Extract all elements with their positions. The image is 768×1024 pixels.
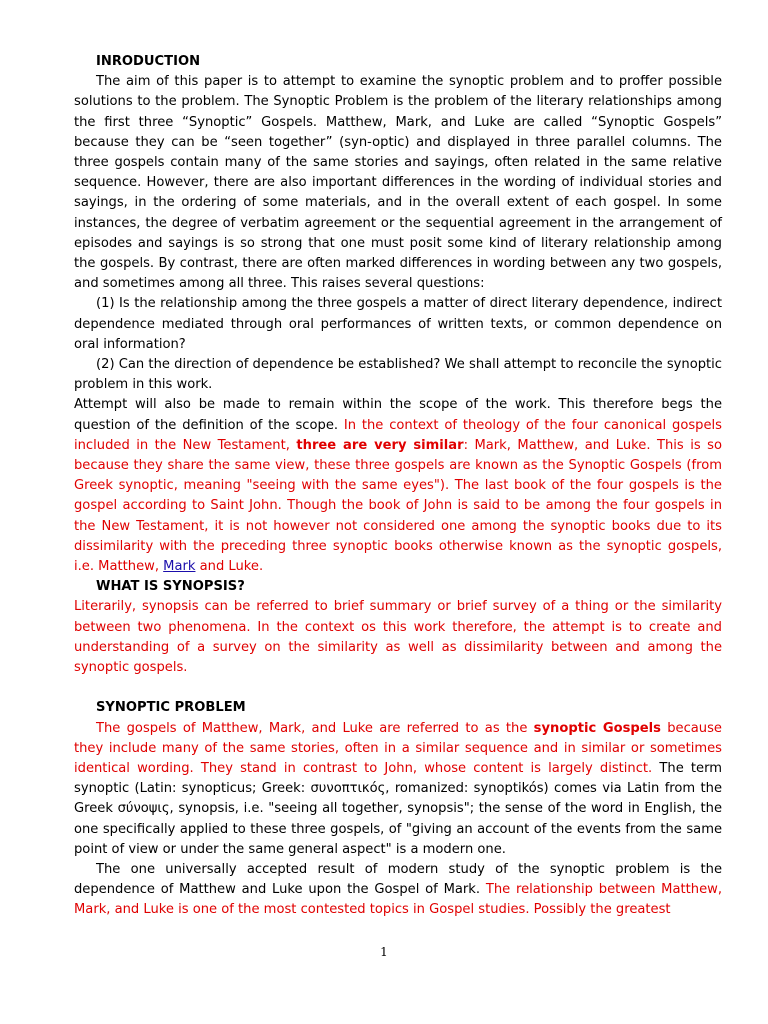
scope-bold-text: three are very similar (296, 437, 464, 453)
problem-bold-text: synoptic Gospels (533, 720, 661, 736)
heading-what-is-synopsis: WHAT IS SYNOPSIS? (96, 579, 245, 595)
heading-introduction: INRODUCTION (96, 54, 201, 69)
problem-red-text-1: The gospels of Matthew, Mark, and Luke are referred to as the (96, 720, 534, 736)
synopsis-paragraph: Literarily, synopsis can be referred to brief summary or brief survey of a thing or the similarity between two phenomena. In the context os this work therefore, the attempt is to create and understanding of a survey on the similarity as well as dissimilarity between and among the synoptic gospels. (74, 599, 722, 676)
question-2: (2) Can the direction of dependence be established? We shall attempt to reconcile the synoptic problem in this work. (74, 357, 722, 393)
scope-paragraph (74, 395, 722, 577)
problem-text: The term synoptic (Latin: synopticus; Greek: συνοπτικός, romanized: synoptikós) comes via Latin from the Greek σύνοψις, synopsis, i.e. "seeing all together, synopsis"; the sense of the word in English, the one specifically applied to these three gospels, of "giving an account of the events from the same point of view or under the same general aspect" is a modern one. (74, 760, 722, 857)
heading-synoptic-problem: SYNOPTIC PROBLEM (96, 700, 246, 716)
scope-red-end: and Luke. (195, 559, 264, 575)
problem-red-text-2: because they include many of the same stories, often in a similar sequence and in similar or sometimes identical wording. They stand in contrast to John, whose content is largely distinct. (74, 720, 722, 776)
problem-red-text-3: The relationship between Matthew, Mark, and Luke is one of the most contested topics in Gospel studies. Possibly the greatest (74, 882, 722, 918)
mark-link[interactable]: Mark (163, 559, 196, 575)
blank-line (74, 678, 722, 698)
question-1: (1) Is the relationship among the three gospels a matter of direct literary dependence, indirect dependence mediated through oral performances of written texts, or common dependence on oral information? (74, 296, 722, 352)
page-number: 1 (380, 945, 388, 959)
problem-paragraph-2 (74, 860, 722, 921)
scope-text: Attempt will also be made to remain within the scope of the work. This therefore begs the question of the definition of the scope. (74, 397, 722, 433)
scope-red-text-1: In the context of theology of the four canonical gospels included in the New Testament, (74, 417, 722, 453)
problem-paragraph-1 (74, 719, 722, 860)
intro-paragraph: The aim of this paper is to attempt to examine the synoptic problem and to proffer possible solutions to the problem. The Synoptic Problem is the problem of the literary relationships among the first three “Synoptic” Gospels. Matthew, Mark, and Luke are called “Synoptic Gospels” because they can be “seen together” (syn-optic) and displayed in three parallel columns. The three gospels contain many of the same stories and sayings, often related in the same relative sequence. However, there are also important differences in the wording of individual stories and sayings, in the ordering of some materials, and in the overall extent of each gospel. In some instances, the degree of verbatim agreement or the sequential agreement in the arrangement of episodes and sayings is so strong that one must posit some kind of literary relationship among the gospels. By contrast, there are often marked differences in wording between any two gospels, and sometimes among all three. This raises several questions: (74, 74, 722, 292)
scope-red-text-2: : Mark, Matthew, and Luke. This is so because they share the same view, these three gospels are known as the Synoptic Gospels (from Greek synoptic, meaning "seeing with the same eyes"). The last book of the four gospels is the gospel according to Saint John. Though the book of John is said to be among the four gospels in the New Testament, it is not however not considered one among the synoptic books due to its dissimilarity with the preceding three synoptic books otherwise known as the synoptic gospels, i.e. Matthew, (74, 437, 722, 575)
problem-text-2: The one universally accepted result of modern study of the synoptic problem is the dependence of Matthew and Luke upon the Gospel of Mark. (74, 861, 722, 898)
